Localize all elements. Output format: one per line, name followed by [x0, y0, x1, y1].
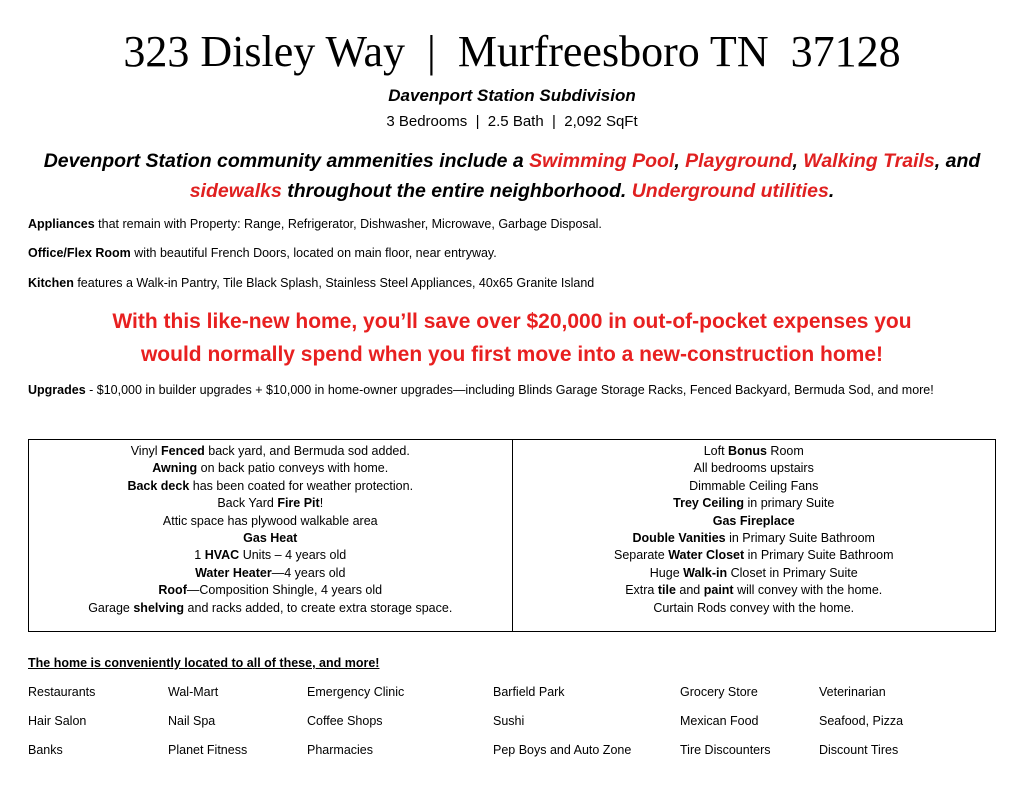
amenities-text: throughout the entire neighborhood.	[281, 180, 632, 202]
feature-text: Curtain Rods convey with the home.	[653, 600, 855, 615]
exterior-features-column	[29, 440, 512, 631]
feature-text: Extra	[625, 583, 658, 598]
feature-text: Back Yard	[217, 496, 278, 511]
kitchen-text: features a Walk-in Pantry, Tile Black Splash, Stainless Steel Appliances, 40x65 Granite Island	[73, 276, 595, 290]
location-heading: The home is conveniently located to all of these, and more!	[28, 656, 380, 670]
feature-text: in Primary Suite Bathroom	[725, 531, 875, 546]
feature-text: has been coated for weather protection.	[189, 478, 414, 493]
feature-highlight: Gas Fireplace	[712, 513, 795, 528]
nearby-place: Seafood, Pizza	[819, 714, 904, 728]
feature-text: and racks added, to create extra storage space.	[184, 600, 453, 615]
nearby-place: Banks	[28, 743, 63, 757]
feature-item	[513, 582, 996, 599]
feature-text: Units – 4 years old	[239, 548, 347, 563]
feature-item	[513, 478, 996, 495]
feature-highlight: Walk-in	[683, 565, 728, 580]
feature-item	[513, 565, 996, 582]
nearby-place: Planet Fitness	[168, 743, 248, 757]
feature-item	[29, 495, 512, 512]
nearby-place: Coffee Shops	[307, 714, 383, 728]
office-label: Office/Flex Room	[28, 246, 131, 260]
nearby-place: Emergency Clinic	[307, 685, 405, 699]
feature-item	[513, 443, 996, 460]
feature-highlight: Fenced	[161, 444, 205, 458]
feature-item	[29, 600, 512, 617]
property-specs: 3 Bedrooms | 2.5 Bath | 2,092 SqFt	[386, 113, 638, 130]
feature-item	[513, 460, 996, 477]
feature-item	[29, 565, 512, 582]
office-text: with beautiful French Doors, located on main floor, near entryway.	[130, 246, 497, 260]
amenity-highlight: Walking Trails	[803, 150, 935, 172]
feature-text: Dimmable Ceiling Fans	[689, 478, 819, 493]
nearby-place: Pharmacies	[307, 743, 373, 757]
feature-text: on back patio conveys with home.	[197, 461, 389, 476]
feature-text: Separate	[613, 548, 669, 563]
feature-text: Loft	[703, 444, 729, 458]
feature-text: will convey with the home.	[733, 583, 883, 598]
nearby-place: Sushi	[493, 714, 525, 728]
nearby-place: Tire Discounters	[680, 743, 771, 757]
feature-text: in primary Suite	[744, 496, 835, 511]
feature-highlight: paint	[703, 583, 734, 598]
nearby-place: Mexican Food	[680, 714, 759, 728]
feature-highlight: Water Closet	[668, 548, 745, 563]
amenity-highlight: sidewalks	[189, 180, 282, 202]
nearby-place: Hair Salon	[28, 714, 87, 728]
feature-text: Room	[766, 444, 804, 458]
feature-highlight: HVAC	[204, 548, 240, 563]
upgrades-text: - $10,000 in builder upgrades + $10,000 in home-owner upgrades—including Blinds Garage Storage Racks, Fenced Backyard, Bermuda Sod, and more!	[85, 383, 934, 397]
feature-highlight: Double Vanities	[632, 531, 726, 546]
feature-highlight: Roof	[158, 583, 187, 598]
property-address-title: 323 Disley Way | Murfreesboro TN 37128	[123, 27, 901, 76]
feature-highlight: Awning	[152, 461, 198, 476]
savings-line: With this like-new home, you’ll save over $20,000 in out-of-pocket expenses you	[112, 310, 912, 333]
feature-item	[29, 443, 512, 460]
feature-item	[29, 460, 512, 477]
amenities-statement	[20, 146, 1004, 206]
upgrades-label: Upgrades	[28, 383, 86, 397]
feature-item	[513, 547, 996, 564]
nearby-place: Pep Boys and Auto Zone	[493, 743, 632, 757]
upgrades-line	[28, 383, 934, 397]
feature-text: Vinyl	[130, 444, 162, 458]
amenity-highlight: Underground utilities	[631, 180, 829, 202]
feature-item	[513, 495, 996, 512]
interior-features-column	[512, 440, 996, 631]
feature-item	[29, 530, 512, 547]
nearby-place: Veterinarian	[819, 685, 886, 699]
nearby-place: Discount Tires	[819, 743, 899, 757]
amenities-text: ,	[792, 150, 804, 172]
feature-highlight: Back deck	[127, 478, 190, 493]
amenities-text: Devenport Station community ammenities include a	[43, 150, 530, 172]
feature-highlight: Trey Ceiling	[673, 496, 745, 511]
features-table	[28, 439, 996, 632]
feature-highlight: Gas Heat	[243, 531, 298, 546]
feature-highlight: Bonus	[728, 444, 767, 458]
amenities-text: .	[828, 180, 835, 202]
feature-item	[513, 600, 996, 617]
feature-highlight: shelving	[133, 600, 185, 615]
nearby-place: Nail Spa	[168, 714, 216, 728]
feature-text: back yard, and Bermuda sod added.	[204, 444, 410, 458]
appliances-label: Appliances	[28, 217, 95, 231]
appliances-text: that remain with Property: Range, Refrigerator, Dishwasher, Microwave, Garbage Disposal.	[94, 217, 602, 231]
feature-item	[513, 513, 996, 530]
feature-text: 1	[194, 548, 205, 563]
feature-highlight: Water Heater	[195, 565, 272, 580]
kitchen-label: Kitchen	[28, 276, 74, 290]
feature-text: All bedrooms upstairs	[693, 461, 814, 476]
feature-item	[513, 530, 996, 547]
feature-text: !	[319, 496, 324, 511]
amenities-text: , and	[934, 150, 981, 172]
nearby-place: Barfield Park	[493, 685, 565, 699]
feature-text: Huge	[649, 565, 684, 580]
office-line	[28, 246, 497, 260]
feature-text: Garage	[88, 600, 134, 615]
amenity-highlight: Swimming Pool	[529, 150, 675, 172]
amenity-highlight: Playground	[685, 150, 793, 172]
feature-item	[29, 582, 512, 599]
subdivision-name: Davenport Station Subdivision	[388, 86, 636, 105]
savings-headline	[40, 305, 984, 371]
savings-line: would normally spend when you first move into a new-construction home!	[140, 343, 884, 366]
kitchen-line	[28, 276, 594, 290]
feature-text: in Primary Suite Bathroom	[744, 548, 894, 563]
feature-highlight: Fire Pit	[277, 496, 320, 511]
feature-item	[29, 513, 512, 530]
appliances-line	[28, 217, 602, 231]
feature-text: —4 years old	[271, 565, 346, 580]
nearby-place: Wal-Mart	[168, 685, 219, 699]
nearby-place: Restaurants	[28, 685, 96, 699]
feature-item	[29, 478, 512, 495]
feature-text: and	[675, 583, 704, 598]
amenities-text: ,	[674, 150, 686, 172]
feature-text: Closet in Primary Suite	[727, 565, 858, 580]
feature-item	[29, 547, 512, 564]
nearby-place: Grocery Store	[680, 685, 758, 699]
feature-text: Attic space has plywood walkable area	[162, 513, 378, 528]
feature-highlight: tile	[657, 583, 676, 598]
feature-text: —Composition Shingle, 4 years old	[186, 583, 383, 598]
